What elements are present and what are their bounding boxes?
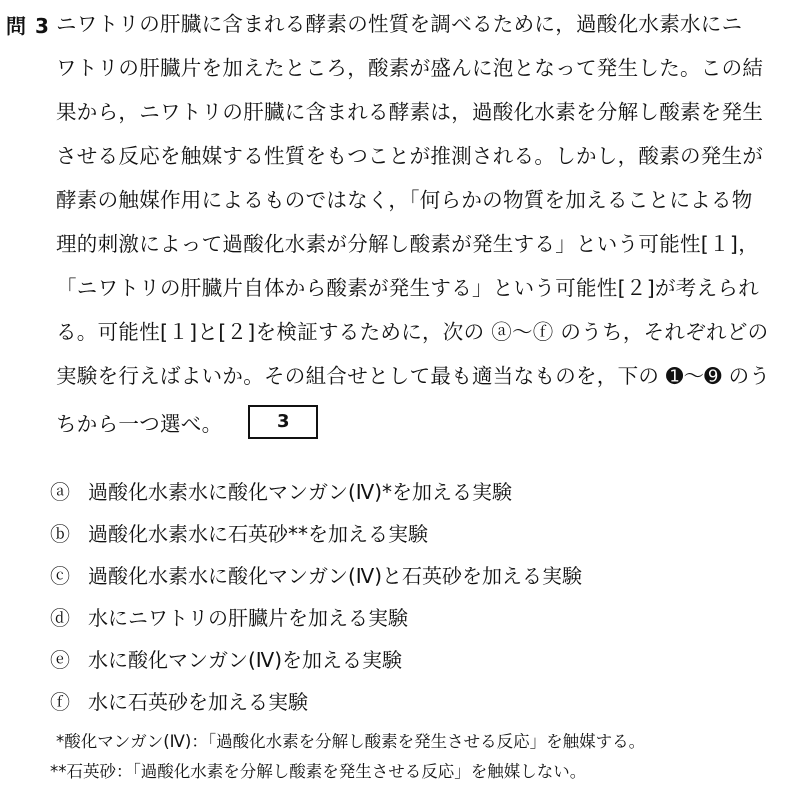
option-text: 過酸化水素水に石英砂**を加える実験 [88, 522, 428, 546]
option-b [50, 522, 428, 546]
option-marker: ⓐ [50, 480, 70, 504]
option-e [50, 648, 402, 672]
option-text: 水に石英砂を加える実験 [88, 690, 308, 714]
option-text: 過酸化水素水に酸化マンガン(Ⅳ)と石英砂を加える実験 [88, 564, 583, 588]
question-text-line: る。可能性[１]と[２]を検証するために，次の ⓐ～ⓕ のうち，それぞれどの [56, 320, 769, 344]
option-f [50, 690, 308, 714]
option-marker: ⓑ [50, 522, 70, 546]
option-marker: ⓒ [50, 564, 70, 588]
question-text-line: ワトリの肝臓片を加えたところ，酸素が盛んに泡となって発生した。この結 [56, 56, 764, 80]
question-text-line-last [56, 408, 318, 442]
option-marker: ⓓ [50, 606, 70, 630]
option-text: 水にニワトリの肝臓片を加える実験 [88, 606, 408, 630]
question-text-line: ちから一つ選べ。 [56, 412, 223, 436]
question-text-line: 理的刺激によって過酸化水素が分解し酸素が発生する」という可能性[１]， [56, 232, 759, 256]
question-label: 問 3 [6, 14, 50, 38]
answer-box[interactable]: 3 [248, 405, 318, 439]
footnote-manganese: *酸化マンガン(Ⅳ)：「過酸化水素を分解し酸素を発生させる反応」を触媒する。 [56, 732, 646, 751]
option-marker: ⓕ [50, 690, 70, 714]
question-text-line: 酵素の触媒作用によるものではなく，「何らかの物質を加えることによる物 [56, 188, 753, 212]
option-text: 過酸化水素水に酸化マンガン(Ⅳ)*を加える実験 [88, 480, 513, 504]
question-text-line: させる反応を触媒する性質をもつことが推測される。しかし，酸素の発生が [56, 144, 764, 168]
footnote-quartz-sand: **石英砂：「過酸化水素を分解し酸素を発生させる反応」を触媒しない。 [50, 762, 587, 781]
question-text-line: ニワトリの肝臓に含まれる酵素の性質を調べるために，過酸化水素水にニ [56, 12, 743, 36]
option-text: 水に酸化マンガン(Ⅳ)を加える実験 [88, 648, 403, 672]
option-marker: ⓔ [50, 648, 70, 672]
question-text-line: 「ニワトリの肝臓片自体から酸素が発生する」という可能性[２]が考えられ [56, 276, 759, 300]
option-d [50, 606, 408, 630]
option-a [50, 480, 512, 504]
option-c [50, 564, 582, 588]
question-text-line: 実験を行えばよいか。その組合せとして最も適当なものを，下の ➊～➒ のう [56, 364, 771, 388]
question-text-line: 果から，ニワトリの肝臓に含まれる酵素は，過酸化水素を分解し酸素を発生 [56, 100, 764, 124]
